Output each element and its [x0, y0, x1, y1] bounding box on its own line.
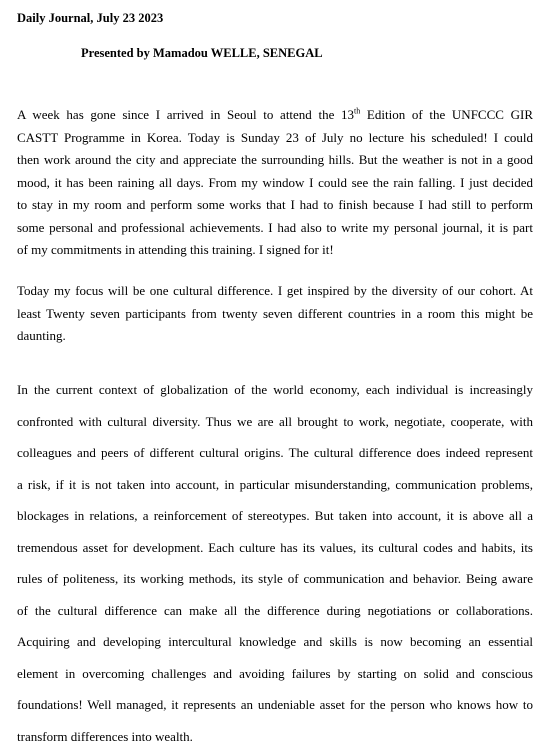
- text-line: [17, 406, 533, 438]
- text-line: [17, 689, 533, 721]
- text-segment: then work around the city and appreciate the surrounding hills. But the weather is not in a good: [17, 152, 533, 167]
- text-segment: blockages in relations, a reinforcement of stereotypes. But taken into account, it is above all a: [17, 508, 533, 523]
- text-segment: daunting.: [17, 328, 66, 343]
- text-segment: confronted with cultural diversity. Thus we are all brought to work, negotiate, cooperate, with: [17, 414, 533, 429]
- text-segment: Edition of the UNFCCC GIR: [360, 107, 533, 122]
- text-segment: of the cultural difference can make all the difference during negotiations or collaborations.: [17, 603, 533, 618]
- journal-title: Daily Journal, July 23 2023: [17, 10, 163, 26]
- presenter-line: Presented by Mamadou WELLE, SENEGAL: [81, 45, 323, 61]
- text-segment: element in overcoming challenges and avoiding failures by starting on solid and conscious: [17, 666, 533, 681]
- text-line: [17, 563, 533, 595]
- text-segment: CASTT Programme in Korea. Today is Sunday 23 of July no lecture his scheduled! I could: [17, 130, 533, 145]
- text-segment: Today my focus will be one cultural difference. I get inspired by the diversity of our cohort. At: [17, 283, 533, 298]
- text-segment: foundations! Well managed, it represents an undeniable asset for the person who knows how to: [17, 697, 533, 712]
- text-line: [17, 280, 533, 303]
- text-segment: transform differences into wealth.: [17, 729, 193, 744]
- text-segment: some personal and professional achievements. I had also to write my personal journal, it is part: [17, 220, 533, 235]
- text-line: [17, 172, 533, 195]
- text-line: [17, 626, 533, 658]
- paragraph-globalization: [17, 374, 533, 752]
- text-line: [17, 500, 533, 532]
- text-segment: to stay in my room and perform some works that I had to finish because I had still to perform: [17, 197, 533, 212]
- text-line: [17, 469, 533, 501]
- text-line: [17, 374, 533, 406]
- text-segment: In the current context of globalization of the world economy, each individual is increasingly: [17, 382, 533, 397]
- paragraph-intro: [17, 104, 533, 262]
- text-line: [17, 149, 533, 172]
- text-line: [17, 595, 533, 627]
- text-segment: a risk, if it is not taken into account, in particular misunderstanding, communication problems,: [17, 477, 533, 492]
- text-line: [17, 127, 533, 150]
- text-line: [17, 437, 533, 469]
- text-segment: A week has gone since I arrived in Seoul to attend the 13: [17, 107, 354, 122]
- text-line: [17, 194, 533, 217]
- text-line: [17, 303, 533, 326]
- text-segment: of my commitments in attending this training. I signed for it!: [17, 242, 334, 257]
- text-segment: mood, it has been raining all days. From my window I could see the rain falling. I just decided: [17, 175, 533, 190]
- ordinal-superscript: th: [354, 107, 360, 116]
- text-line: [17, 658, 533, 690]
- text-line: [17, 325, 533, 348]
- text-segment: least Twenty seven participants from twenty seven different countries in a room this might be: [17, 306, 533, 321]
- text-segment: colleagues and peers of different cultural origins. The cultural difference does indeed represent: [17, 445, 533, 460]
- text-line: [17, 532, 533, 564]
- text-line: [17, 239, 533, 262]
- text-line: [17, 217, 533, 240]
- text-segment: Acquiring and developing intercultural knowledge and skills is now becoming an essential: [17, 634, 533, 649]
- text-line: [17, 721, 533, 752]
- paragraph-focus: [17, 280, 533, 348]
- text-segment: tremendous asset for development. Each culture has its values, its cultural codes and habits, its: [17, 540, 533, 555]
- text-line: [17, 104, 533, 127]
- text-segment: rules of politeness, its working methods, its style of communication and behavior. Being aware: [17, 571, 533, 586]
